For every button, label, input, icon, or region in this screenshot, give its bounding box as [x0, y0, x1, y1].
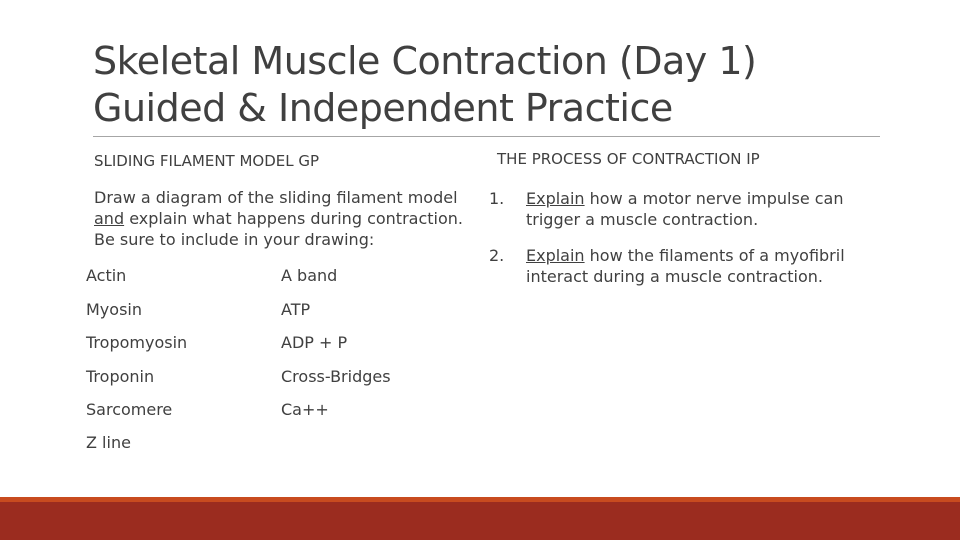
left-column-heading: SLIDING FILAMENT MODEL GP: [94, 152, 320, 170]
term-actin: Actin: [86, 266, 127, 285]
list-item: [489, 245, 869, 287]
underlined-and: and: [94, 209, 125, 228]
term-myosin: Myosin: [86, 300, 142, 319]
list-item: [489, 188, 869, 230]
instruction-line-3: Be sure to include in your drawing:: [94, 230, 375, 249]
term-tropomyosin: Tropomyosin: [86, 333, 188, 352]
item-text: [526, 245, 869, 287]
term-sarcomere: Sarcomere: [86, 400, 173, 419]
instruction-line-2-rest: explain what happens during contraction.: [124, 209, 463, 228]
item-line-1-rest: how a motor nerve impulse can: [584, 189, 844, 208]
item-line-1: [526, 245, 869, 266]
title-divider: [93, 136, 880, 137]
slide-title: [93, 38, 893, 132]
term-troponin: Troponin: [86, 367, 155, 386]
item-number: 1.: [489, 189, 505, 208]
item-verb: Explain: [526, 189, 585, 208]
term-adp-p: ADP + P: [281, 333, 348, 352]
item-line-1: [526, 188, 869, 209]
title-line-2: Guided & Independent Practice: [93, 86, 673, 130]
item-line-2: trigger a muscle contraction.: [526, 210, 759, 229]
footer-band: [0, 497, 960, 540]
right-column-heading: THE PROCESS OF CONTRACTION IP: [497, 150, 760, 168]
item-text: [526, 188, 869, 230]
item-line-1-rest: how the filaments of a myofibril: [584, 246, 845, 265]
footer-accent-stripe: [0, 497, 960, 502]
term-a-band: A band: [281, 266, 338, 285]
term-cross-bridges: Cross-Bridges: [281, 367, 391, 386]
ip-list: [489, 188, 869, 302]
item-number: 2.: [489, 246, 505, 265]
item-verb: Explain: [526, 246, 585, 265]
title-line-1: Skeletal Muscle Contraction (Day 1): [93, 39, 757, 83]
instruction-line-2: [94, 208, 484, 229]
term-atp: ATP: [281, 300, 311, 319]
term-calcium: Ca++: [281, 400, 329, 419]
left-instructions: [94, 187, 484, 250]
instruction-line-1: Draw a diagram of the sliding filament model: [94, 188, 458, 207]
term-z-line: Z line: [86, 433, 131, 452]
item-line-2: interact during a muscle contraction.: [526, 267, 823, 286]
